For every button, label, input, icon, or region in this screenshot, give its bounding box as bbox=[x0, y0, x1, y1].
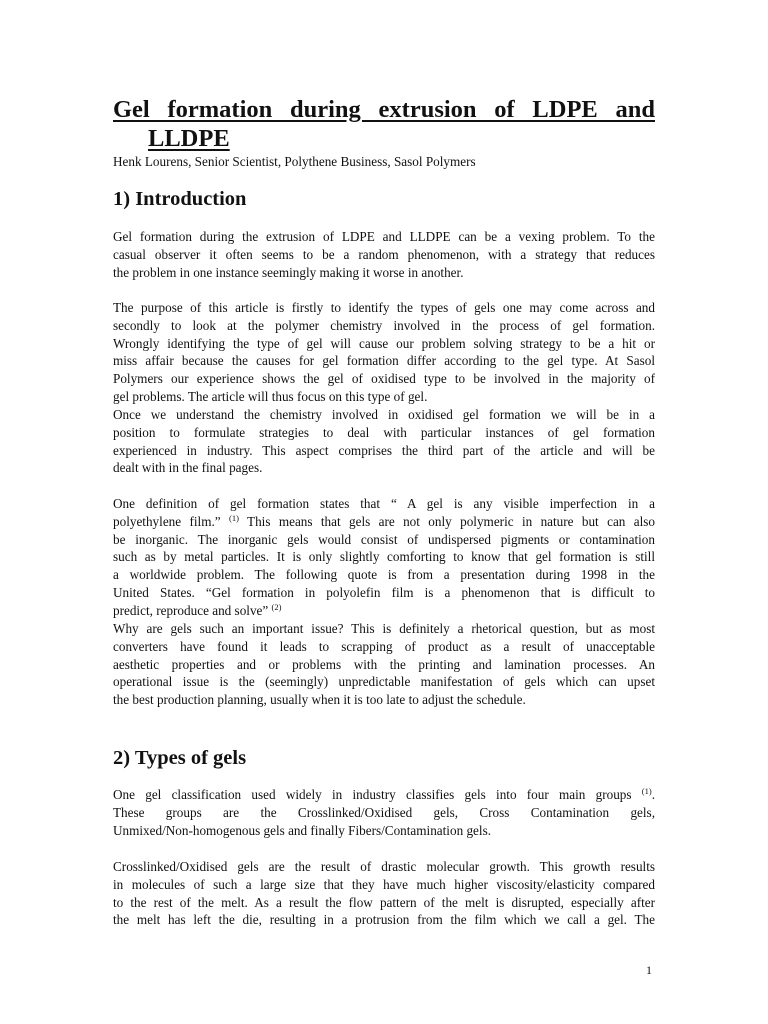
text-line: One definition of gel formation states that “ A gel is any visible imperfection in a bbox=[113, 496, 655, 511]
text-line: position to formulate strategies to deal with particular instances of gel formation bbox=[113, 424, 655, 440]
paragraph-intro-2 bbox=[113, 299, 655, 406]
text-line: such as by metal particles. It is only slightly comforting to know that gel formation is still bbox=[113, 549, 655, 565]
citation-marker: (1) bbox=[228, 512, 239, 523]
citation-marker: (2) bbox=[271, 601, 282, 612]
text-line: the melt has left the die, resulting in a protrusion from the film which we call a gel. The bbox=[113, 912, 655, 928]
section-heading-introduction: 1) Introduction bbox=[113, 188, 247, 210]
text-line: a worldwide problem. The following quote is from a presentation during 1998 in the bbox=[113, 567, 655, 583]
text-line: secondly to look at the polymer chemistry involved in the process of gel formation. bbox=[113, 317, 655, 333]
paragraph-intro-4 bbox=[113, 495, 655, 620]
document-title bbox=[113, 95, 655, 153]
citation-marker: (1) bbox=[641, 786, 652, 796]
text-line bbox=[113, 786, 655, 804]
text-line: converters have found it leads to scrapping of product as a result of unacceptable bbox=[113, 638, 655, 654]
page-number: 1 bbox=[646, 963, 652, 977]
text-line: to the rest of the melt. As a result the flow pattern of the melt is disrupted, especially after bbox=[113, 894, 655, 910]
text-line: aesthetic properties and or problems with the printing and lamination processes. An bbox=[113, 656, 655, 672]
text-segment: One gel classification used widely in industry classifies gels into four main groups bbox=[113, 787, 632, 802]
paragraph-intro-3 bbox=[113, 406, 655, 477]
paragraph-types-2 bbox=[113, 858, 655, 929]
text-line: Why are gels such an important issue? This is definitely a rhetorical question, but as most bbox=[113, 621, 655, 636]
text-line bbox=[113, 513, 655, 531]
text-line: United States. “Gel formation in polyolefin film is a phenomenon that is difficult to bbox=[113, 584, 655, 600]
title-line-1: Gel formation during extrusion of LDPE and bbox=[113, 96, 655, 123]
text-line: miss affair because the causes for gel formation differ according to the gel type. At Sasol bbox=[113, 353, 655, 369]
text-line: Once we understand the chemistry involved in oxidised gel formation we will be in a bbox=[113, 407, 655, 422]
text-line: Gel formation during the extrusion of LDPE and LLDPE can be a vexing problem. To the bbox=[113, 229, 655, 244]
text-segment: predict, reproduce and solve” bbox=[113, 602, 269, 618]
text-segment: This means that gels are not only polymeric in nature but can also bbox=[238, 513, 655, 529]
text-line: These groups are the Crosslinked/Oxidised gels, Cross Contamination gels, bbox=[113, 804, 655, 820]
text-line: Crosslinked/Oxidised gels are the result of drastic molecular growth. This growth results bbox=[113, 859, 655, 874]
text-line: dealt with in the final pages. bbox=[113, 460, 263, 476]
title-line-2: LLDPE bbox=[148, 125, 230, 152]
text-line: Unmixed/Non-homogenous gels and finally Fibers/Contamination gels. bbox=[113, 822, 491, 838]
text-line: in molecules of such a large size that they have much higher viscosity/elasticity compared bbox=[113, 876, 655, 892]
text-line: the problem in one instance seemingly making it worse in another. bbox=[113, 264, 464, 280]
text-line bbox=[113, 602, 655, 620]
paragraph-intro-1 bbox=[113, 228, 655, 281]
author-line: Henk Lourens, Senior Scientist, Polythene Business, Sasol Polymers bbox=[113, 154, 476, 169]
text-line: Wrongly identifying the type of gel will cause our problem solving strategy to be a hit or bbox=[113, 335, 655, 351]
text-line: be inorganic. The inorganic gels would consist of undispersed pigments or contamination bbox=[113, 531, 655, 547]
text-segment: . bbox=[651, 787, 655, 802]
paragraph-types-1 bbox=[113, 786, 655, 839]
text-line: Polymers our experience shows the gel of oxidised type to be involved in the majority of bbox=[113, 371, 655, 387]
text-line: The purpose of this article is firstly to identify the types of gels one may come across and bbox=[113, 300, 655, 315]
text-line: operational issue is the (seemingly) unpredictable manifestation of gels which can upset bbox=[113, 674, 655, 690]
text-line: the best production planning, usually when it is too late to adjust the schedule. bbox=[113, 692, 526, 708]
paragraph-intro-5 bbox=[113, 620, 655, 709]
text-line: experienced in industry. This aspect comprises the third part of the article and will be bbox=[113, 442, 655, 458]
section-heading-types-of-gels: 2) Types of gels bbox=[113, 747, 247, 769]
text-line: gel problems. The article will thus focus on this type of gel. bbox=[113, 388, 428, 404]
text-segment: polyethylene film.” bbox=[113, 513, 221, 529]
text-line: casual observer it often seems to be a random phenomenon, with a strategy that reduces bbox=[113, 246, 655, 262]
